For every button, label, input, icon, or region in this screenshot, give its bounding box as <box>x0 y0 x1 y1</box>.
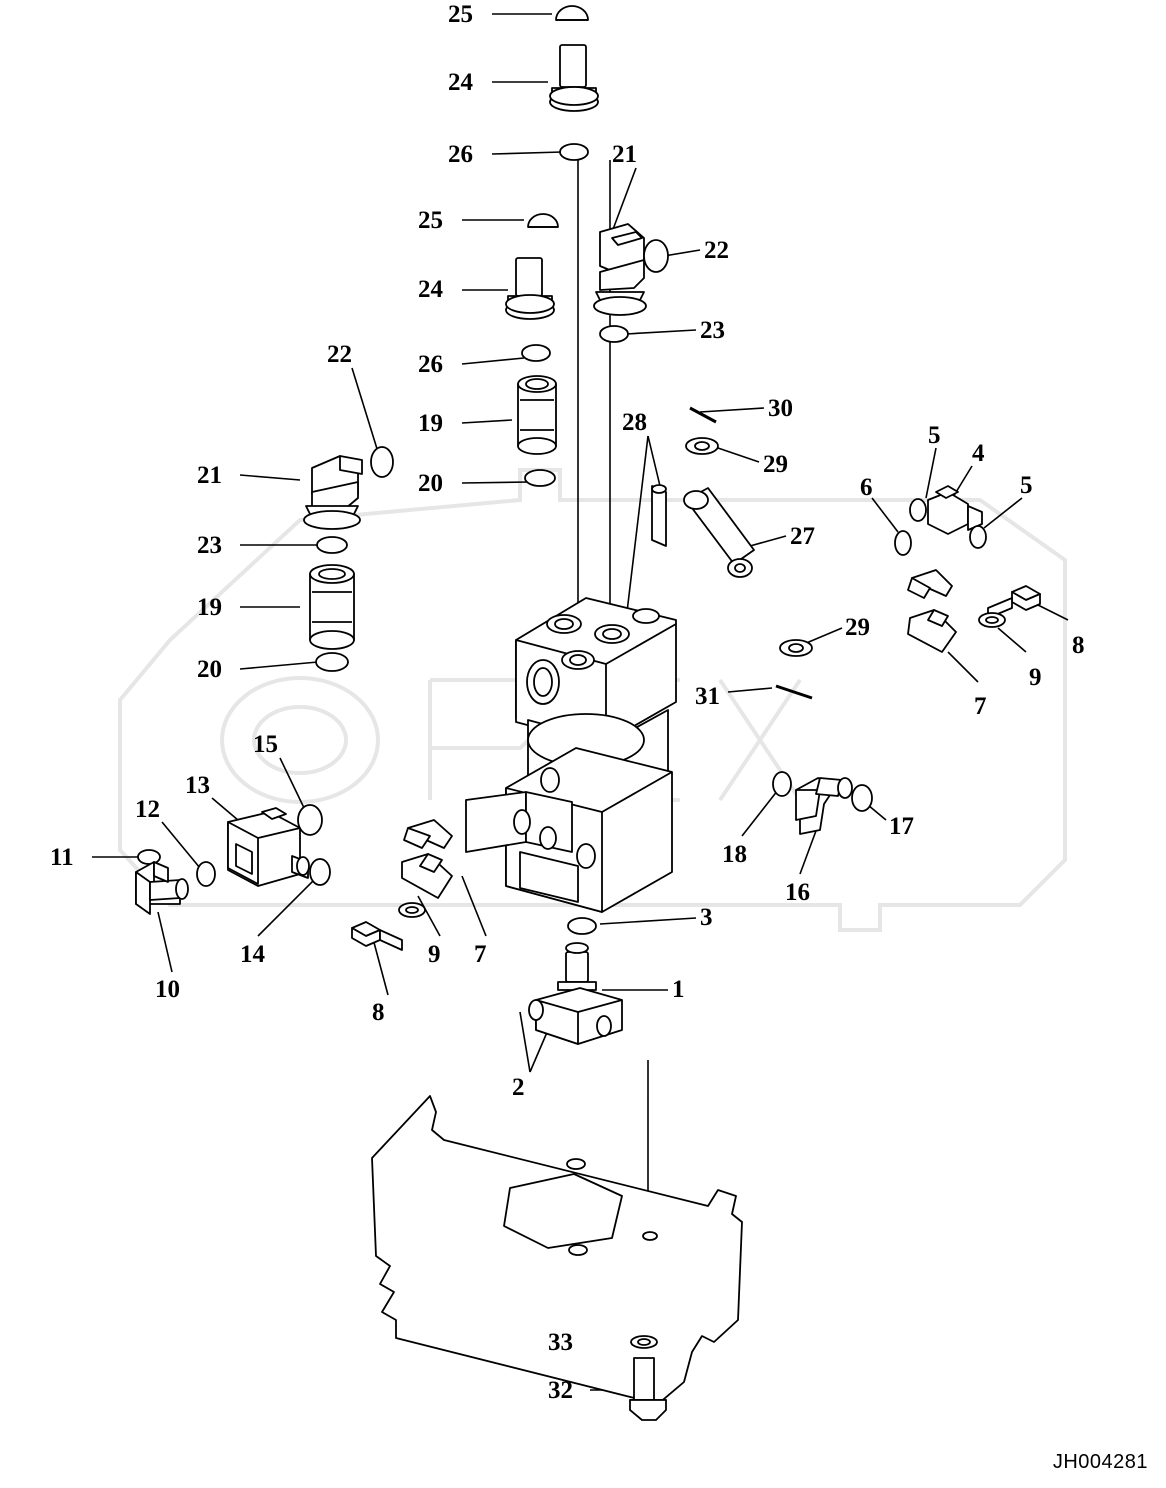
part-26-second <box>522 345 550 361</box>
callout-25-second: 25 <box>418 207 443 234</box>
callout-32: 32 <box>548 1377 573 1404</box>
callout-17: 17 <box>889 813 914 840</box>
part-8-lower-bolt <box>352 922 402 950</box>
callout-33: 33 <box>548 1329 573 1356</box>
part-23-left <box>317 537 347 553</box>
part-29-upper <box>686 438 718 454</box>
mounting-plate <box>372 1096 742 1404</box>
callout-20-upper: 20 <box>418 470 443 497</box>
callout-20-left: 20 <box>197 656 222 683</box>
part-5-right-oring <box>970 526 986 548</box>
callout-26-second: 26 <box>418 351 443 378</box>
callout-11: 11 <box>50 844 74 871</box>
part-19-upper <box>518 376 556 454</box>
main-body <box>466 598 676 912</box>
part-18-oring <box>773 772 791 796</box>
callout-18: 18 <box>722 841 747 868</box>
callout-14: 14 <box>240 941 265 968</box>
part-12-oring <box>197 862 215 886</box>
part-14-oring <box>310 859 330 885</box>
callout-22-left: 22 <box>327 341 352 368</box>
part-20-upper <box>525 470 555 486</box>
callout-23-upper: 23 <box>700 317 725 344</box>
callout-31: 31 <box>695 683 720 710</box>
callout-12: 12 <box>135 796 160 823</box>
callout-7-lower: 7 <box>474 941 487 968</box>
callout-29-upper: 29 <box>763 451 788 478</box>
part-16-elbow <box>796 778 852 834</box>
part-25-second <box>528 214 558 227</box>
part-9-upper-washer <box>979 613 1005 627</box>
part-19-left <box>310 565 354 649</box>
part-17-oring <box>852 785 872 811</box>
part-28-pin <box>652 485 666 546</box>
part-7-upper-clamp <box>908 570 956 652</box>
part-22-upper <box>644 240 668 272</box>
callout-23-left: 23 <box>197 532 222 559</box>
drawing-code: JH004281 <box>1052 1451 1148 1473</box>
callout-30: 30 <box>768 395 793 422</box>
callout-19-upper: 19 <box>418 410 443 437</box>
part-9-lower-washer <box>399 903 425 917</box>
callout-8-upper: 8 <box>1072 632 1085 659</box>
part-25-top <box>556 6 588 20</box>
callout-16: 16 <box>785 879 810 906</box>
callout-29-middle: 29 <box>845 614 870 641</box>
part-24-top <box>550 45 598 111</box>
part-33-washer <box>631 1336 657 1348</box>
part-21-left <box>304 456 362 529</box>
part-30-pin <box>690 408 716 422</box>
part-20-left <box>316 653 348 671</box>
callout-25-top: 25 <box>448 1 473 28</box>
part-11-oring <box>138 850 160 864</box>
callout-7-upper: 7 <box>974 693 987 720</box>
part-21-upper <box>594 224 646 315</box>
callout-9-lower: 9 <box>428 941 441 968</box>
callout-21-upper: 21 <box>612 141 637 168</box>
part-3-oring <box>568 918 596 934</box>
callout-2: 2 <box>512 1074 525 1101</box>
callout-28: 28 <box>622 409 647 436</box>
part-29-middle <box>780 640 812 656</box>
part-15-oring <box>298 805 322 835</box>
callout-13: 13 <box>185 772 210 799</box>
part-22-left <box>371 447 393 477</box>
part-23-upper <box>600 326 628 342</box>
callout-21-left: 21 <box>197 462 222 489</box>
callout-9-upper: 9 <box>1029 664 1042 691</box>
callout-19-left: 19 <box>197 594 222 621</box>
callout-1: 1 <box>672 976 685 1003</box>
part-13-block <box>228 808 309 886</box>
part-26-top <box>560 144 588 160</box>
callout-8-lower: 8 <box>372 999 385 1026</box>
callout-3: 3 <box>700 904 713 931</box>
callout-22-upper: 22 <box>704 237 729 264</box>
callout-4: 4 <box>972 440 985 467</box>
part-1-valve <box>529 943 622 1044</box>
callout-26-top: 26 <box>448 141 473 168</box>
part-5-left-oring <box>910 499 926 521</box>
callout-24-second: 24 <box>418 276 443 303</box>
callout-27: 27 <box>790 523 815 550</box>
part-7-lower-clamp <box>402 820 452 898</box>
callout-24-top: 24 <box>448 69 473 96</box>
callout-5-right: 5 <box>1020 472 1033 499</box>
callout-6: 6 <box>860 474 873 501</box>
callout-10: 10 <box>155 976 180 1003</box>
callout-5-upper: 5 <box>928 422 941 449</box>
part-6-oring <box>895 531 911 555</box>
callout-15: 15 <box>253 731 278 758</box>
part-24-second <box>506 258 554 319</box>
